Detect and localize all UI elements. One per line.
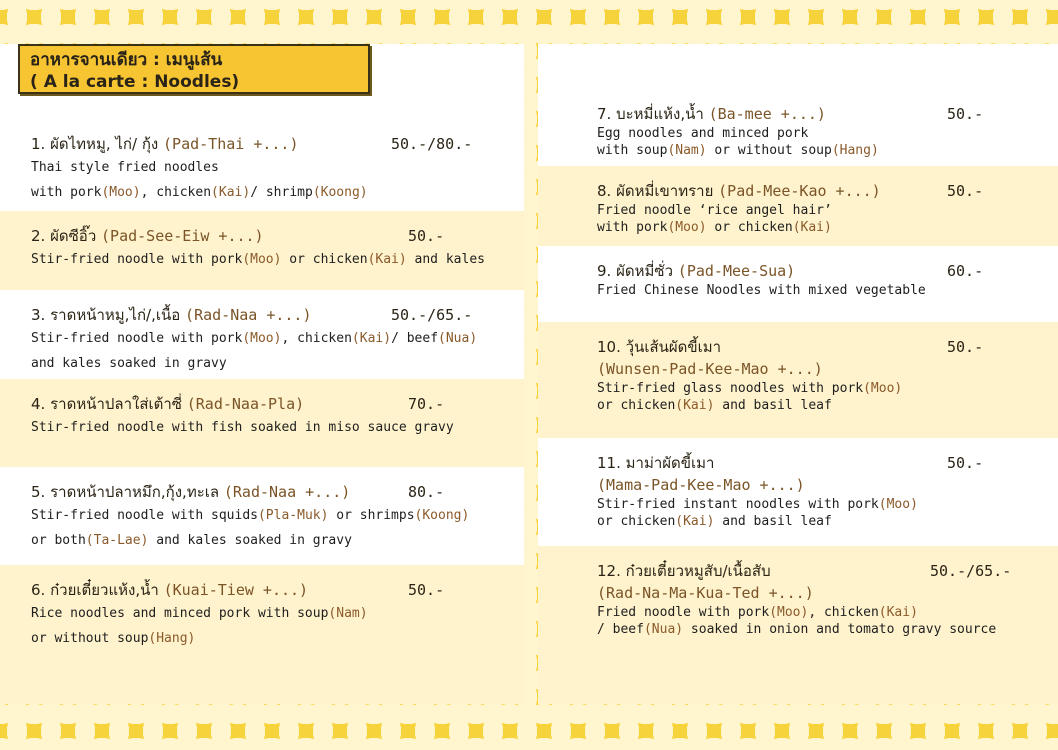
menu-item-english-name: (Rad-Naa +...) (185, 306, 312, 324)
menu-item-heading (597, 103, 1038, 125)
menu-item-number: 4. (31, 395, 46, 413)
menu-item-heading (31, 579, 502, 601)
menu-item-english-name: (Pad-See-Eiw +...) (101, 227, 264, 245)
menu-item-english-name: (Rad-Naa +...) (223, 483, 351, 501)
menu-item-thai-name: ผัดหมี่ซั่ว (616, 262, 674, 280)
menu-item-description-text: Stir-fried instant noodles with pork (597, 497, 879, 512)
menu-item (538, 246, 1058, 322)
menu-item-heading (597, 336, 1038, 358)
menu-item-option: (Hang) (831, 143, 879, 158)
menu-item (0, 290, 524, 379)
menu-item-price: 50.- (408, 227, 445, 245)
menu-item-english-name: (Pad-Mee-Kao +...) (718, 182, 881, 200)
menu-item-description-text: Egg noodles and minced pork (597, 126, 809, 141)
menu-item-price: 50.-/65.- (391, 306, 473, 324)
menu-item-description-line (31, 503, 502, 528)
menu-item-description-text: and kales soaked in gravy (148, 533, 352, 548)
menu-item-description-text: , chicken (808, 605, 879, 620)
left-menu-page (0, 44, 524, 704)
menu-item-description-text: or both (31, 533, 86, 548)
menu-item-description-text: soaked in onion and tomato gravy source (683, 622, 997, 637)
menu-item-description-line (597, 621, 1038, 638)
menu-item-option: (Kai) (675, 514, 715, 529)
section-title-box (18, 44, 370, 94)
menu-item-thai-name: บะหมี่แห้ง,น้ำ (616, 105, 704, 123)
menu-item-description-text: / beef (597, 622, 644, 637)
menu-item-description-text: or chicken (706, 220, 793, 235)
menu-item-price: 50.- (947, 454, 984, 472)
menu-item-thai-name: ก๋วยเตี๋ยวแห้ง,น้ำ (50, 581, 159, 599)
menu-item-english-name: (Pad-Thai +...) (163, 135, 299, 153)
menu-item-description-text: Stir-fried noodle with squids (31, 508, 258, 523)
menu-item-description-text: with soup (597, 143, 668, 158)
menu-item-option: (Kai) (211, 185, 251, 200)
menu-item-heading (31, 133, 502, 155)
menu-item-english-name: (Rad-Na-Ma-Kua-Ted +...) (597, 584, 814, 602)
menu-item-number: 12. (597, 562, 621, 580)
right-menu-page (538, 44, 1058, 704)
menu-item-description-text: or chicken (597, 514, 676, 529)
menu-item-description-text: and basil leaf (714, 514, 832, 529)
menu-item-option: (Kai) (351, 331, 392, 346)
menu-item-number: 5. (31, 483, 46, 501)
menu-item-description-text: Stir-fried noodle with pork (31, 331, 243, 346)
menu-item-description-text: Stir-fried noodle with pork (31, 252, 243, 267)
menu-item-description-text: or chicken (597, 398, 676, 413)
menu-item-option: (Koong) (312, 185, 368, 200)
menu-item-description-line (31, 247, 502, 272)
menu-item-price: 60.- (947, 262, 984, 280)
menu-item-thai-name: ผัดไทหมู, ไก่/ กุ้ง (50, 135, 159, 153)
menu-item-description-line (31, 351, 502, 376)
menu-item-heading (597, 560, 1038, 582)
menu-item-description-text: Fried noodle with pork (597, 605, 770, 620)
menu-item-description-text: / beef (391, 331, 439, 346)
menu-item-option: (Hang) (148, 631, 196, 646)
menu-item-option: (Koong) (414, 508, 470, 523)
menu-item-number: 1. (31, 135, 46, 153)
menu-item (0, 379, 524, 467)
menu-item-description-text: or shrimps (328, 508, 415, 523)
menu-item-description-line (31, 601, 502, 626)
menu-item-option: (Kai) (367, 252, 407, 267)
menu-item-description-text: with pork (31, 185, 102, 200)
menu-item-thai-name: ก๋วยเตี๋ยวหมูสับ/เนื้อสับ (625, 562, 771, 580)
menu-item-description-text: , chicken (281, 331, 352, 346)
menu-item-description-text: Stir-fried glass noodles with pork (597, 381, 864, 396)
menu-item-thai-name: ราดหน้าหมู,ไก่/,เนื้อ (50, 306, 181, 324)
menu-item-option: (Kai) (675, 398, 715, 413)
menu-item-description-text: or without soup (706, 143, 832, 158)
menu-item-description-line (31, 155, 502, 180)
menu-item (0, 119, 524, 211)
menu-item-number: 3. (31, 306, 46, 324)
menu-item-thai-name: ราดหน้าปลาใส่เต้าซี่ (50, 395, 182, 413)
menu-item-number: 10. (597, 338, 621, 356)
menu-item-number: 6. (31, 581, 46, 599)
menu-item (0, 467, 524, 565)
menu-item-option: (Moo) (878, 497, 918, 512)
menu-item-thai-name: ผัดซีอิ๊ว (50, 227, 97, 245)
menu-item-heading (597, 260, 1038, 282)
menu-item-description-line (597, 513, 1038, 530)
menu-item-option: (Pla-Muk) (257, 508, 329, 523)
menu-item-description-line (31, 528, 502, 553)
menu-item-description-text: with pork (597, 220, 668, 235)
section-title-thai: อาหารจานเดียว : เมนูเส้น (30, 50, 223, 70)
menu-item-english-name: (Mama-Pad-Kee-Mao +...) (597, 476, 805, 494)
menu-item-price: 50.- (947, 182, 984, 200)
menu-item-option: (Moo) (667, 220, 707, 235)
menu-item-option: (Moo) (863, 381, 903, 396)
menu-item-description-text: Thai style fried noodles (31, 160, 219, 175)
menu-item-option: (Kai) (792, 220, 832, 235)
menu-item-english-name: (Wunsen-Pad-Kee-Mao +...) (597, 360, 823, 378)
menu-item-price: 50.- (408, 581, 445, 599)
menu-item-price: 50.-/80.- (391, 135, 473, 153)
menu-item-option: (Moo) (101, 185, 141, 200)
menu-item-price: 70.- (408, 395, 445, 413)
menu-item (538, 89, 1058, 166)
menu-item-description-text: Fried noodle ‘rice angel hair’ (597, 203, 832, 218)
menu-item-thai-name: ราดหน้าปลาหมึก,กุ้ง,ทะเล (50, 483, 220, 501)
menu-item-description-text: or without soup (31, 631, 149, 646)
menu-item-option: (Nam) (328, 606, 368, 621)
menu-item-description-text: and basil leaf (714, 398, 832, 413)
menu-item-description-line (597, 202, 1038, 219)
menu-item-heading (31, 393, 502, 415)
menu-item-description-text: or chicken (281, 252, 368, 267)
menu-item-price: 50.-/65.- (930, 562, 1012, 580)
menu-item-description-line (597, 219, 1038, 236)
menu-item-heading (597, 180, 1038, 202)
section-title-english: ( A la carte : Noodles) (30, 72, 240, 92)
menu-item-description-text: Fried Chinese Noodles with mixed vegetable (597, 283, 926, 298)
menu-item-description-text: , chicken (140, 185, 212, 200)
menu-item-description-line (597, 397, 1038, 414)
menu-item-description-line (597, 380, 1038, 397)
menu-item-option: (Nam) (667, 143, 707, 158)
menu-item-description-text: Rice noodles and minced pork with soup (31, 606, 329, 621)
menu-item-description-text: / shrimp (250, 185, 313, 200)
menu-item (0, 211, 524, 290)
menu-item-number: 8. (597, 182, 612, 200)
menu-item (538, 322, 1058, 438)
menu-item-description-line (597, 604, 1038, 621)
menu-item-description-line (597, 282, 1038, 299)
menu-item (538, 166, 1058, 246)
menu-item-heading (31, 225, 502, 247)
menu-item-option: (Ta-Lae) (85, 533, 149, 548)
menu-item-option: (Nua) (438, 331, 478, 346)
menu-item-description-line (31, 180, 502, 205)
menu-item-option: (Moo) (769, 605, 809, 620)
menu-item-thai-name: มาม่าผัดขี้เมา (625, 454, 715, 472)
menu-item-english-name: (Ba-mee +...) (708, 105, 826, 123)
menu-item-price: 80.- (408, 483, 445, 501)
menu-item (538, 438, 1058, 546)
menu-item-description-text: Stir-fried noodle with fish soaked in miso sauce gravy (31, 420, 454, 435)
menu-item-description-line (31, 626, 502, 651)
menu-item-english-name: (Rad-Naa-Pla) (186, 395, 305, 413)
menu-item-heading (31, 481, 502, 503)
menu-item (0, 565, 524, 704)
menu-item-description-text: and kales (406, 252, 485, 267)
menu-item-description-line (597, 125, 1038, 142)
menu-item-heading (31, 304, 502, 326)
menu-item-number: 2. (31, 227, 46, 245)
menu-item-english-name: (Pad-Mee-Sua) (677, 262, 796, 280)
menu-item-price: 50.- (947, 105, 984, 123)
menu-item-number: 7. (597, 105, 612, 123)
menu-item-option: (Nua) (643, 622, 684, 637)
menu-item-description-line (31, 415, 502, 440)
menu-item-option: (Moo) (242, 331, 282, 346)
menu-item-description-line (597, 142, 1038, 159)
menu-item-thai-name: ผัดหมี่เขาทราย (616, 182, 714, 200)
menu-item-option: (Moo) (242, 252, 282, 267)
menu-item-number: 11. (597, 454, 621, 472)
menu-item-english-name: (Kuai-Tiew +...) (163, 581, 309, 599)
menu-item (538, 546, 1058, 704)
menu-item-thai-name: วุ้นเส้นผัดขี้เมา (625, 338, 722, 356)
menu-item-description-text: and kales soaked in gravy (31, 356, 227, 371)
menu-item-heading (597, 452, 1038, 474)
menu-item-option: (Kai) (878, 605, 918, 620)
menu-item-description-line (31, 326, 502, 351)
menu-item-description-line (597, 496, 1038, 513)
menu-item-price: 50.- (947, 338, 984, 356)
menu-item-number: 9. (597, 262, 612, 280)
